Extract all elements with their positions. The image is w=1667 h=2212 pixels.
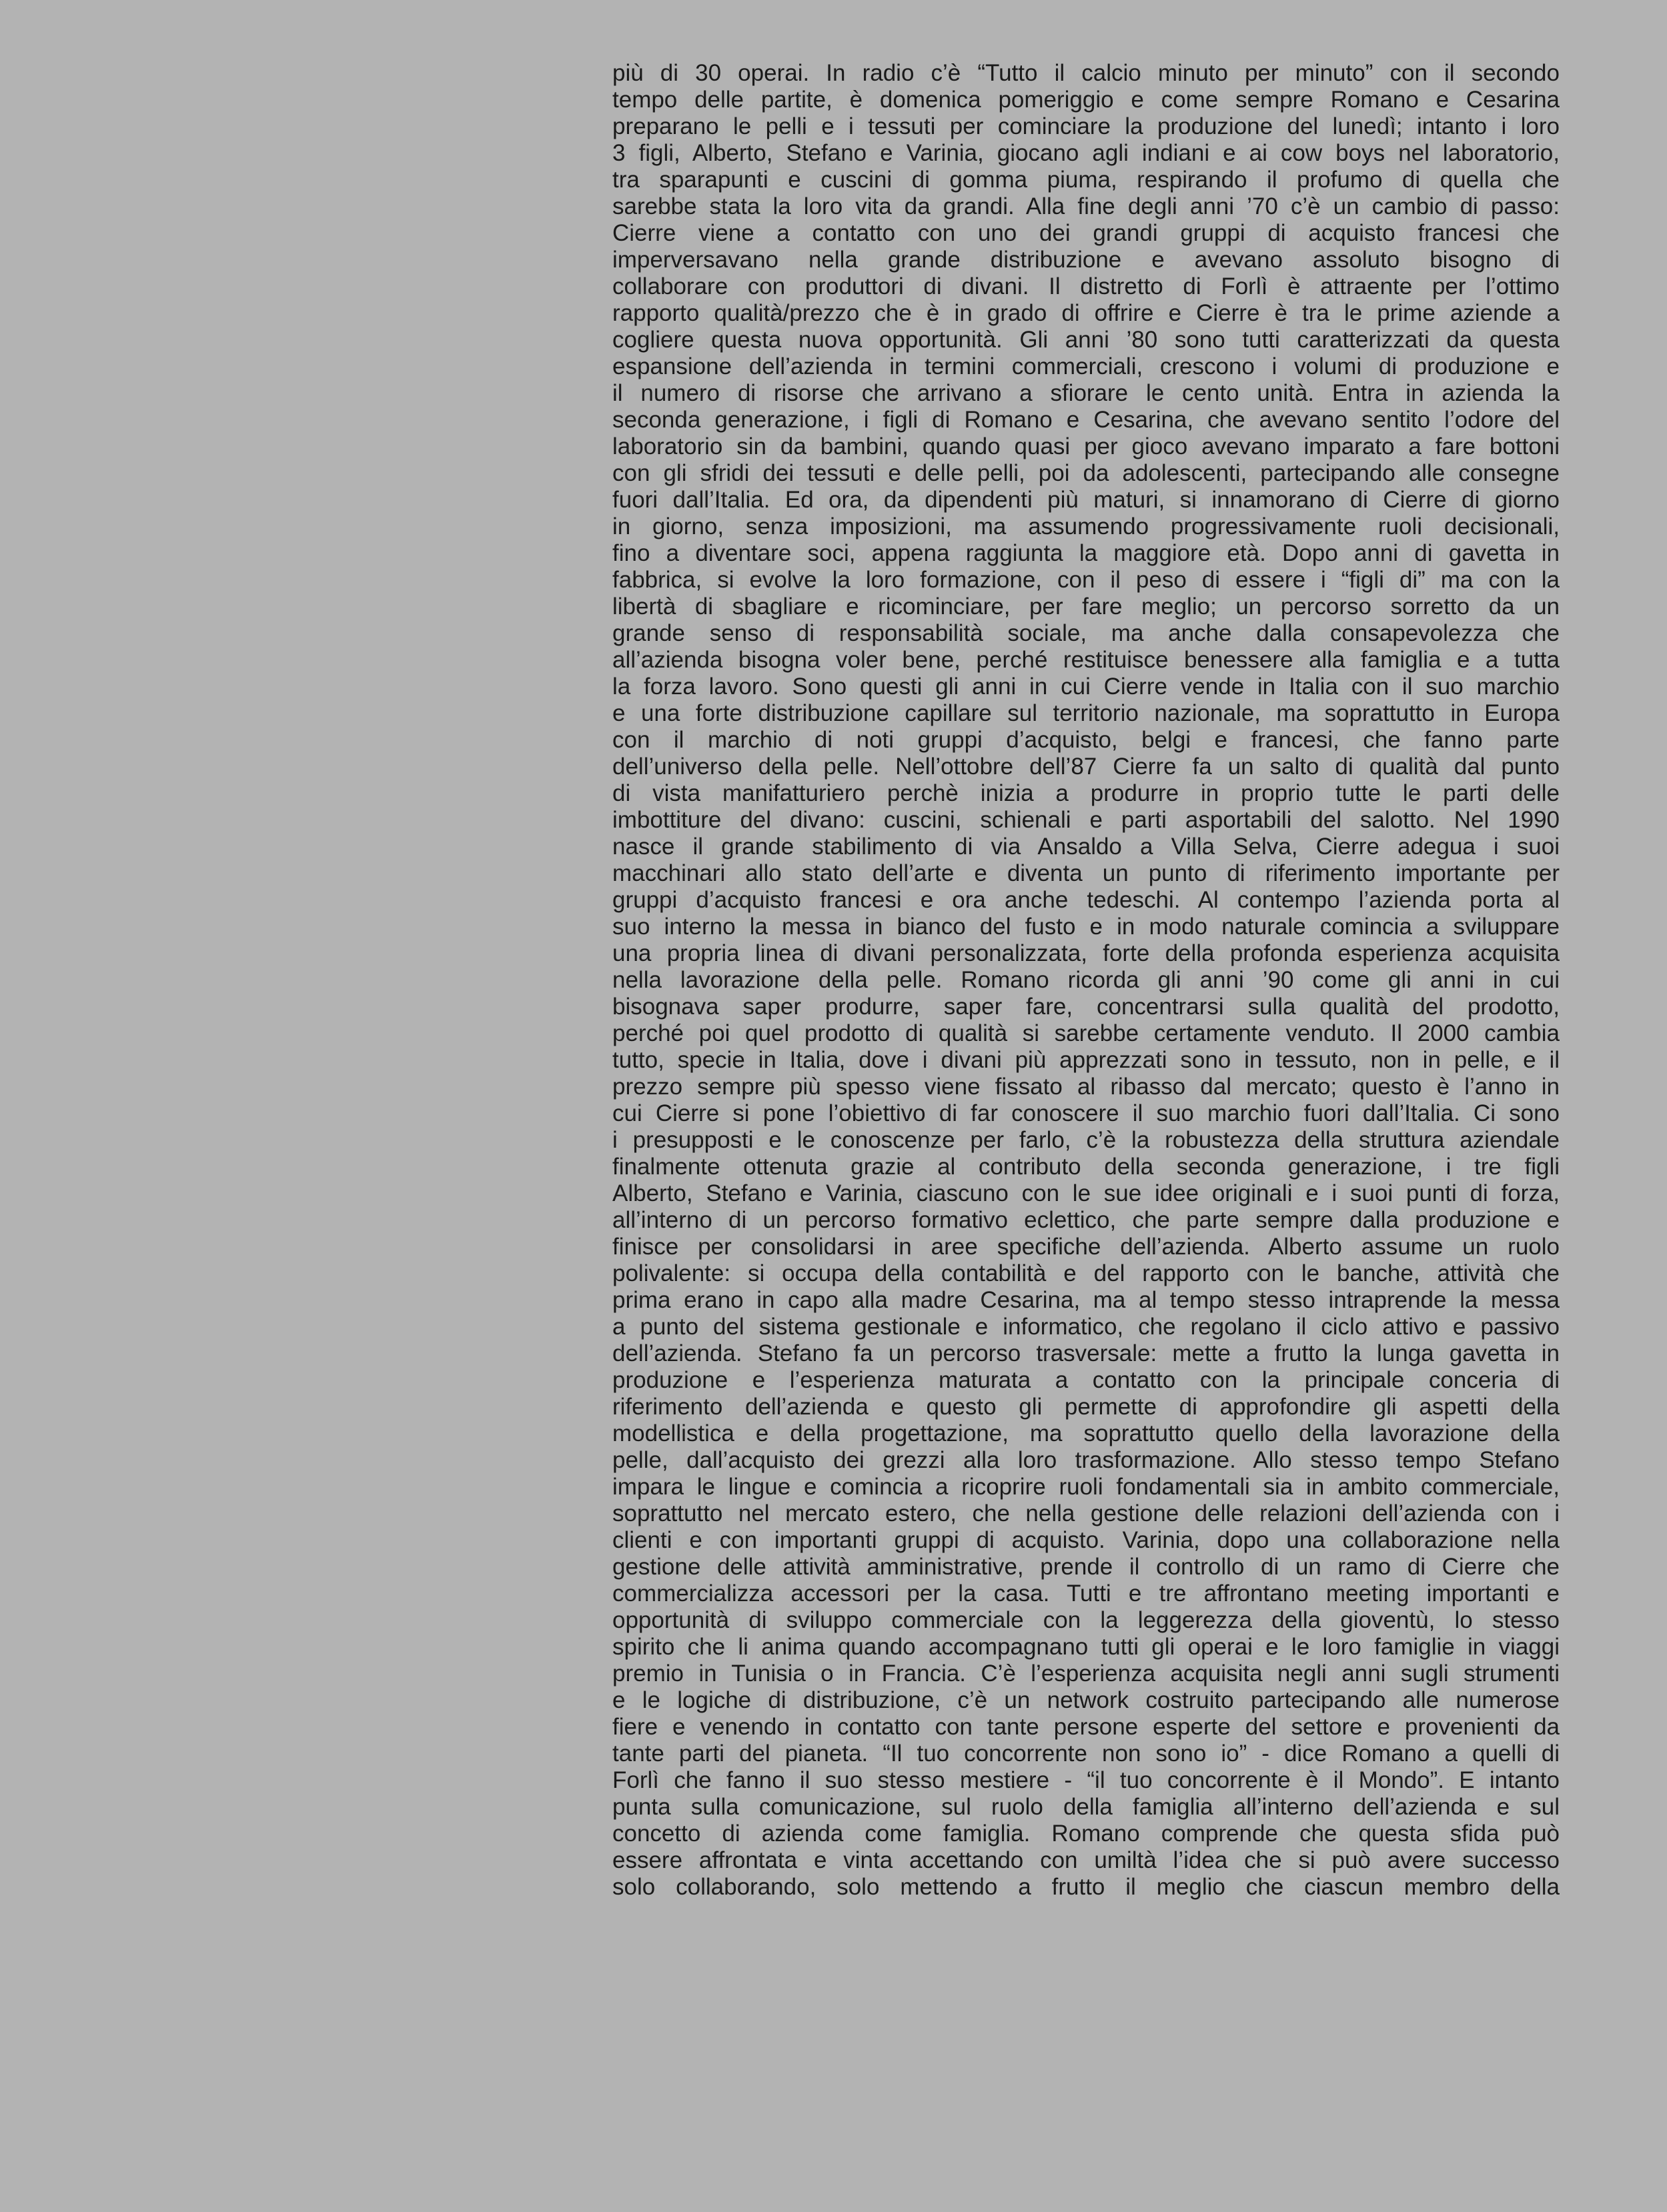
text-line: Cierre viene a contatto con uno dei grandi gruppi di acquisto francesi che — [612, 220, 1560, 246]
text-line: spirito che li anima quando accompagnano tutti gli operai e le loro famiglie in viaggi — [612, 1634, 1560, 1660]
text-line: preparano le pelli e i tessuti per cominciare la produzione del lunedì; intanto i loro — [612, 113, 1560, 139]
text-line: finisce per consolidarsi in aree specifiche dell’azienda. Alberto assume un ruolo — [612, 1234, 1560, 1260]
text-line: e le logiche di distribuzione, c’è un network costruito partecipando alle numerose — [612, 1687, 1560, 1713]
text-line: tempo delle partite, è domenica pomeriggio e come sempre Romano e Cesarina — [612, 87, 1560, 113]
text-line: e una forte distribuzione capillare sul territorio nazionale, ma soprattutto in Europa — [612, 700, 1560, 726]
text-line: nasce il grande stabilimento di via Ansaldo a Villa Selva, Cierre adegua i suoi — [612, 834, 1560, 860]
text-line: dell’azienda. Stefano fa un percorso trasversale: mette a frutto la lunga gavetta in — [612, 1340, 1560, 1366]
text-line: riferimento dell’azienda e questo gli permette di approfondire gli aspetti della — [612, 1394, 1560, 1420]
text-line: fabbrica, si evolve la loro formazione, con il peso di essere i “figli di” ma con la — [612, 567, 1560, 593]
text-line: tante parti del pianeta. “Il tuo concorrente non sono io” - dice Romano a quelli di — [612, 1741, 1560, 1767]
text-line: modellistica e della progettazione, ma soprattutto quello della lavorazione della — [612, 1420, 1560, 1446]
text-line: con gli sfridi dei tessuti e delle pelli, poi da adolescenti, partecipando alle consegne — [612, 460, 1560, 486]
text-line: più di 30 operai. In radio c’è “Tutto il calcio minuto per minuto” con il secondo — [612, 60, 1560, 86]
text-line: espansione dell’azienda in termini commerciali, crescono i volumi di produzione e — [612, 353, 1560, 379]
text-line: produzione e l’esperienza maturata a contatto con la principale conceria di — [612, 1367, 1560, 1393]
text-line: cogliere questa nuova opportunità. Gli anni ’80 sono tutti caratterizzati da questa — [612, 327, 1560, 353]
text-line: suo interno la messa in bianco del fusto e in modo naturale comincia a sviluppare — [612, 914, 1560, 940]
text-line: fiere e venendo in contatto con tante persone esperte del settore e provenienti da — [612, 1714, 1560, 1740]
text-line: tra sparapunti e cuscini di gomma piuma, respirando il profumo di quella che — [612, 167, 1560, 193]
text-line: grande senso di responsabilità sociale, ma anche dalla consapevolezza che — [612, 620, 1560, 646]
text-line: con il marchio di noti gruppi d’acquisto, belgi e francesi, che fanno parte — [612, 727, 1560, 753]
text-line: clienti e con importanti gruppi di acquisto. Varinia, dopo una collaborazione nella — [612, 1527, 1560, 1553]
text-line: collaborare con produttori di divani. Il distretto di Forlì è attraente per l’ottimo — [612, 273, 1560, 299]
text-line: polivalente: si occupa della contabilità e del rapporto con le banche, attività che — [612, 1260, 1560, 1286]
text-line: solo collaborando, solo mettendo a frutto il meglio che ciascun membro della — [612, 1874, 1560, 1900]
text-line: gruppi d’acquisto francesi e ora anche tedeschi. Al contempo l’azienda porta al — [612, 887, 1560, 913]
text-line: sarebbe stata la loro vita da grandi. Alla fine degli anni ’70 c’è un cambio di passo: — [612, 193, 1560, 219]
text-line: in giorno, senza imposizioni, ma assumendo progressivamente ruoli decisionali, — [612, 513, 1560, 539]
text-line: perché poi quel prodotto di qualità si sarebbe certamente venduto. Il 2000 cambia — [612, 1020, 1560, 1046]
text-line: bisognava saper produrre, saper fare, concentrarsi sulla qualità del prodotto, — [612, 994, 1560, 1020]
text-line: impara le lingue e comincia a ricoprire ruoli fondamentali sia in ambito commerciale, — [612, 1474, 1560, 1500]
text-line: una propria linea di divani personalizzata, forte della profonda esperienza acquisita — [612, 940, 1560, 966]
text-line: prezzo sempre più spesso viene fissato al ribasso dal mercato; questo è l’anno in — [612, 1074, 1560, 1100]
text-line: fino a diventare soci, appena raggiunta la maggiore età. Dopo anni di gavetta in — [612, 540, 1560, 566]
text-line: imperversavano nella grande distribuzione e avevano assoluto bisogno di — [612, 247, 1560, 273]
text-line: concetto di azienda come famiglia. Romano comprende che questa sfida può — [612, 1821, 1560, 1847]
text-line: soprattutto nel mercato estero, che nella gestione delle relazioni dell’azienda con i — [612, 1500, 1560, 1526]
text-line: tutto, specie in Italia, dove i divani più apprezzati sono in tessuto, non in pelle, e il — [612, 1047, 1560, 1073]
text-line: i presupposti e le conoscenze per farlo, c’è la robustezza della struttura aziendale — [612, 1127, 1560, 1153]
text-line: punta sulla comunicazione, sul ruolo della famiglia all’interno dell’azienda e sul — [612, 1794, 1560, 1820]
text-line: pelle, dall’acquisto dei grezzi alla loro trasformazione. Allo stesso tempo Stefano — [612, 1447, 1560, 1473]
text-line: prima erano in capo alla madre Cesarina, ma al tempo stesso intraprende la messa — [612, 1287, 1560, 1313]
text-line: all’interno di un percorso formativo eclettico, che parte sempre dalla produzione e — [612, 1207, 1560, 1233]
text-line: a punto del sistema gestionale e informatico, che regolano il ciclo attivo e passivo — [612, 1314, 1560, 1340]
text-line: Forlì che fanno il suo stesso mestiere - “il tuo concorrente è il Mondo”. E intanto — [612, 1767, 1560, 1793]
text-line: il numero di risorse che arrivano a sfiorare le cento unità. Entra in azienda la — [612, 380, 1560, 406]
text-line: laboratorio sin da bambini, quando quasi per gioco avevano imparato a fare bottoni — [612, 433, 1560, 459]
text-line: opportunità di sviluppo commerciale con la leggerezza della gioventù, lo stesso — [612, 1607, 1560, 1633]
text-line: premio in Tunisia o in Francia. C’è l’esperienza acquisita negli anni sugli strumenti — [612, 1661, 1560, 1687]
text-line: commercializza accessori per la casa. Tutti e tre affrontano meeting importanti e — [612, 1580, 1560, 1606]
text-line: finalmente ottenuta grazie al contributo della seconda generazione, i tre figli — [612, 1154, 1560, 1180]
body-text — [612, 60, 1560, 1901]
text-line: all’azienda bisogna voler bene, perché restituisce benessere alla famiglia e a tutta — [612, 647, 1560, 673]
text-line: rapporto qualità/prezzo che è in grado di offrire e Cierre è tra le prime aziende a — [612, 300, 1560, 326]
text-line: di vista manifatturiero perchè inizia a produrre in proprio tutte le parti delle — [612, 780, 1560, 806]
text-line: imbottiture del divano: cuscini, schienali e parti asportabili del salotto. Nel 1990 — [612, 807, 1560, 833]
text-line: 3 figli, Alberto, Stefano e Varinia, giocano agli indiani e ai cow boys nel laboratorio, — [612, 140, 1560, 166]
text-line: essere affrontata e vinta accettando con umiltà l’idea che si può avere successo — [612, 1847, 1560, 1873]
text-line: macchinari allo stato dell’arte e diventa un punto di riferimento importante per — [612, 860, 1560, 886]
text-line: seconda generazione, i figli di Romano e Cesarina, che avevano sentito l’odore del — [612, 407, 1560, 433]
text-line: nella lavorazione della pelle. Romano ricorda gli anni ’90 come gli anni in cui — [612, 967, 1560, 993]
text-line: fuori dall’Italia. Ed ora, da dipendenti più maturi, si innamorano di Cierre di giorno — [612, 487, 1560, 513]
text-line: libertà di sbagliare e ricominciare, per fare meglio; un percorso sorretto da un — [612, 594, 1560, 620]
text-line: dell’universo della pelle. Nell’ottobre dell’87 Cierre fa un salto di qualità dal punto — [612, 754, 1560, 780]
text-line: Alberto, Stefano e Varinia, ciascuno con le sue idee originali e i suoi punti di forza, — [612, 1180, 1560, 1206]
text-line: cui Cierre si pone l’obiettivo di far conoscere il suo marchio fuori dall’Italia. Ci sono — [612, 1100, 1560, 1126]
text-line: gestione delle attività amministrative, prende il controllo di un ramo di Cierre che — [612, 1554, 1560, 1580]
text-line: la forza lavoro. Sono questi gli anni in cui Cierre vende in Italia con il suo marchio — [612, 674, 1560, 700]
